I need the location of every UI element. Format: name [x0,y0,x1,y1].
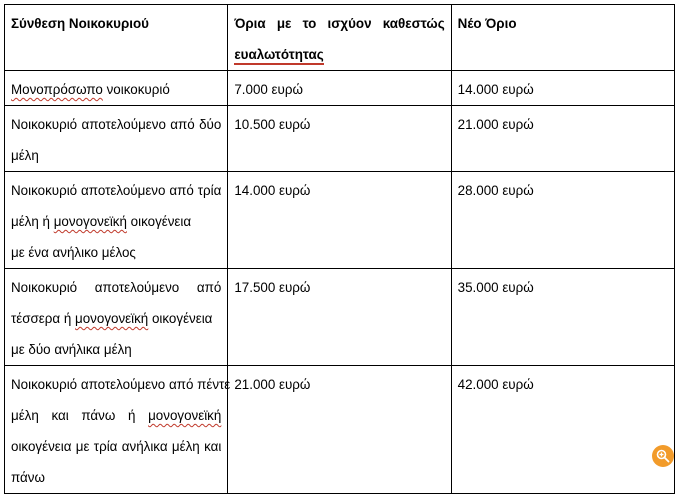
new-limit-cell: 14.000 ευρώ [451,71,674,106]
table-row [5,366,675,494]
current-limit-cell: 14.000 ευρώ [228,172,451,269]
header-new-limit: Νέο Όριο [451,5,674,71]
zoom-in-icon[interactable] [652,445,674,467]
table-row [5,172,675,269]
household-cell: Νοικοκυριό αποτελούμενο από τρία μέλη ή μονογονεϊκή οικογένεια με ένα ανήλικο μέλος [5,172,228,269]
table-row [5,71,675,106]
table-row [5,269,675,366]
new-limit-cell: 42.000 ευρώ [451,366,674,494]
current-limit-cell: 7.000 ευρώ [228,71,451,106]
table-row [5,106,675,172]
new-limit-cell: 35.000 ευρώ [451,269,674,366]
current-limit-cell: 17.500 ευρώ [228,269,451,366]
new-limit-cell: 21.000 ευρώ [451,106,674,172]
header-row [5,5,675,71]
header-current-limits: Όρια με το ισχύον καθεστώς ευαλωτότητας [228,5,451,71]
current-limit-cell: 21.000 ευρώ [228,366,451,494]
household-cell: Νοικοκυριό αποτελούμενο από δύο μέλη [5,106,228,172]
header-household-composition: Σύνθεση Νοικοκυριού [5,5,228,71]
household-cell: Νοικοκυριό αποτελούμενο από πέντε μέλη και πάνω ή μονογονεϊκή οικογένεια με τρία ανήλικα μέλη και πάνω [5,366,228,494]
household-cell: Νοικοκυριό αποτελούμενο από τέσσερα ή μονογονεϊκή οικογένεια με δύο ανήλικα μέλη [5,269,228,366]
current-limit-cell: 10.500 ευρώ [228,106,451,172]
vulnerability-limits-table [4,4,675,494]
new-limit-cell: 28.000 ευρώ [451,172,674,269]
household-cell: Μονοπρόσωπο νοικοκυριό [5,71,228,106]
